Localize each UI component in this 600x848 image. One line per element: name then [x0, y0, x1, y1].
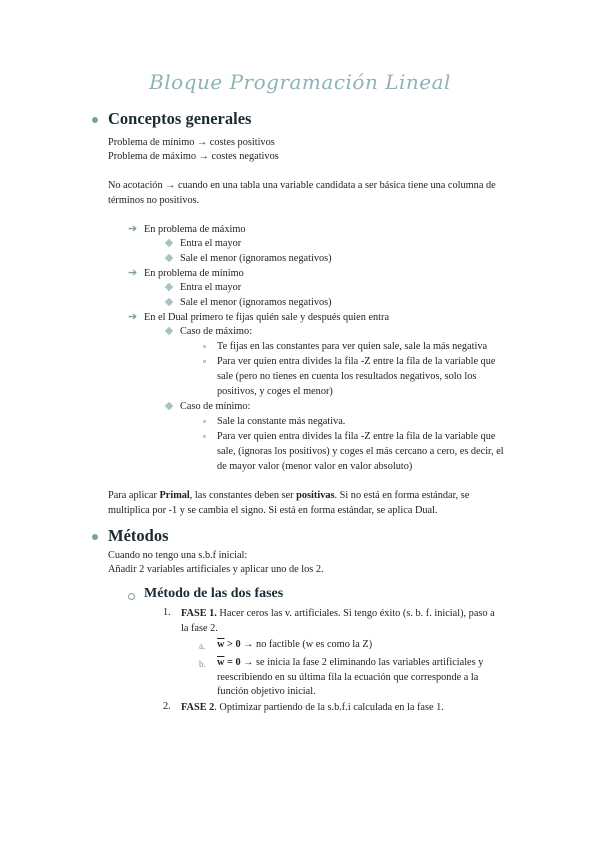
page-title: Bloque Programación Lineal	[149, 70, 451, 94]
primal-paragraph-1	[108, 489, 528, 503]
item-b-text1: → se inicia la fase 2 eliminando las variables artificiales y	[240, 657, 484, 668]
square-bullet-icon	[203, 420, 206, 423]
list-min-b: Sale el menor (ignoramos negativos)	[180, 297, 332, 308]
caso-min-2c: de mayor valor (menor valor en valor absoluto)	[217, 461, 413, 472]
item-a-letter: a.	[199, 641, 206, 651]
metodos-line1: Cuando no tengo una s.b.f inicial:	[108, 550, 248, 561]
diamond-bullet-icon	[165, 402, 173, 410]
fase2-line	[181, 701, 444, 715]
caso-max-2c: positivos, y coges el menor)	[217, 386, 333, 397]
list-min-a: Entra el mayor	[180, 282, 242, 293]
caso-max-2b: sale (pero no tienes en cuenta los resultados negativos, solo los	[217, 371, 477, 382]
fase1-text-a: Hacer ceros las v. artificiales. Si tengo éxito (s. b. f. inicial), paso a	[216, 608, 495, 619]
w-var-b: $\overline{w}$	[217, 657, 225, 668]
line-maximo: Problema de máximo → costes negativos	[108, 151, 279, 162]
bullet-dot-icon	[92, 117, 98, 123]
diamond-bullet-icon	[165, 327, 173, 335]
line-minimo: Problema de mínimo → costes positivos	[108, 137, 275, 148]
subheading-dos-fases: Método de las dos fases	[144, 586, 284, 601]
heading-metodos: Métodos	[108, 526, 169, 545]
bullet-dot-icon	[92, 534, 98, 540]
caso-max-2a: Para ver quien entra divides la fila -Z entre la fila de la variable que	[217, 356, 496, 367]
caso-min-2b: sale, (ignoras los positivos) y coges el más cercano a cero, es decir, el	[217, 446, 504, 457]
square-bullet-icon	[203, 435, 206, 438]
arrow-right-icon: ➔	[128, 267, 138, 279]
square-bullet-icon	[203, 345, 206, 348]
item-a-text: → no factible (w es como la Z)	[240, 639, 373, 650]
heading-conceptos: Conceptos generales	[108, 109, 252, 128]
fase2-text: . Optimizar partiendo de la s.b.f.i calculada en la fase 1.	[214, 702, 444, 713]
primal-text-e: . Si no está en forma estándar, se	[334, 490, 470, 501]
list-min-label: En problema de mínimo	[144, 268, 244, 279]
list-max-label: En problema de máximo	[144, 224, 246, 235]
diamond-bullet-icon	[165, 239, 173, 247]
primal-bold: Primal	[159, 490, 190, 501]
item-a-line	[217, 638, 372, 652]
positivas-bold: positivas	[296, 490, 335, 501]
caso-min-2a: Para ver quien entra divides la fila -Z entre la fila de la variable que	[217, 431, 496, 442]
no-acotacion-1: No acotación → cuando en una tabla una variable candidata a ser básica tiene una columna de	[108, 180, 496, 191]
relation-a: > 0	[224, 639, 241, 650]
relation-b: = 0	[224, 657, 241, 668]
caso-min-label: Caso de mínimo:	[180, 401, 251, 412]
diamond-bullet-icon	[165, 298, 173, 306]
item-b-line-2: reescribiendo en su última fila la ecuación que corresponde a la	[217, 672, 479, 683]
item-b-letter: b.	[199, 659, 206, 669]
fase1-line-a	[181, 607, 528, 621]
diamond-bullet-icon	[165, 254, 173, 262]
caso-min-1: Sale la constante más negativa.	[217, 416, 346, 427]
circle-bullet-icon	[128, 593, 135, 600]
square-bullet-icon	[203, 360, 206, 363]
fase2-number: 2.	[163, 701, 171, 712]
fase1-line-b: la fase 2.	[181, 623, 218, 634]
primal-text-a: Para aplicar	[108, 490, 160, 501]
w-var-a: $\overline{w}$	[217, 639, 225, 650]
list-max-b: Sale el menor (ignoramos negativos)	[180, 253, 332, 264]
item-b-line-3: función objetivo inicial.	[217, 686, 316, 697]
fase2-bold: FASE 2	[181, 702, 215, 713]
primal-paragraph-2: multiplica por -1 y se cambia el signo. Si está en forma estándar, se aplica Dual.	[108, 505, 438, 516]
fase1-bold: FASE 1.	[181, 608, 217, 619]
diamond-bullet-icon	[165, 283, 173, 291]
arrow-right-icon: ➔	[128, 311, 138, 323]
caso-max-1: Te fijas en las constantes para ver quien sale, sale la más negativa	[217, 341, 488, 352]
list-max-a: Entra el mayor	[180, 238, 242, 249]
item-b-line-1	[217, 656, 528, 670]
caso-max-label: Caso de máximo:	[180, 326, 253, 337]
arrow-right-icon: ➔	[128, 223, 138, 235]
list-dual-label: En el Dual primero te fijas quién sale y después quien entra	[144, 312, 390, 323]
fase1-number: 1.	[163, 607, 171, 618]
primal-text-c: , las constantes deben ser	[189, 490, 297, 501]
no-acotacion-2: términos no positivos.	[108, 195, 200, 206]
metodos-line2: Añadir 2 variables artificiales y aplicar uno de los 2.	[108, 564, 324, 575]
